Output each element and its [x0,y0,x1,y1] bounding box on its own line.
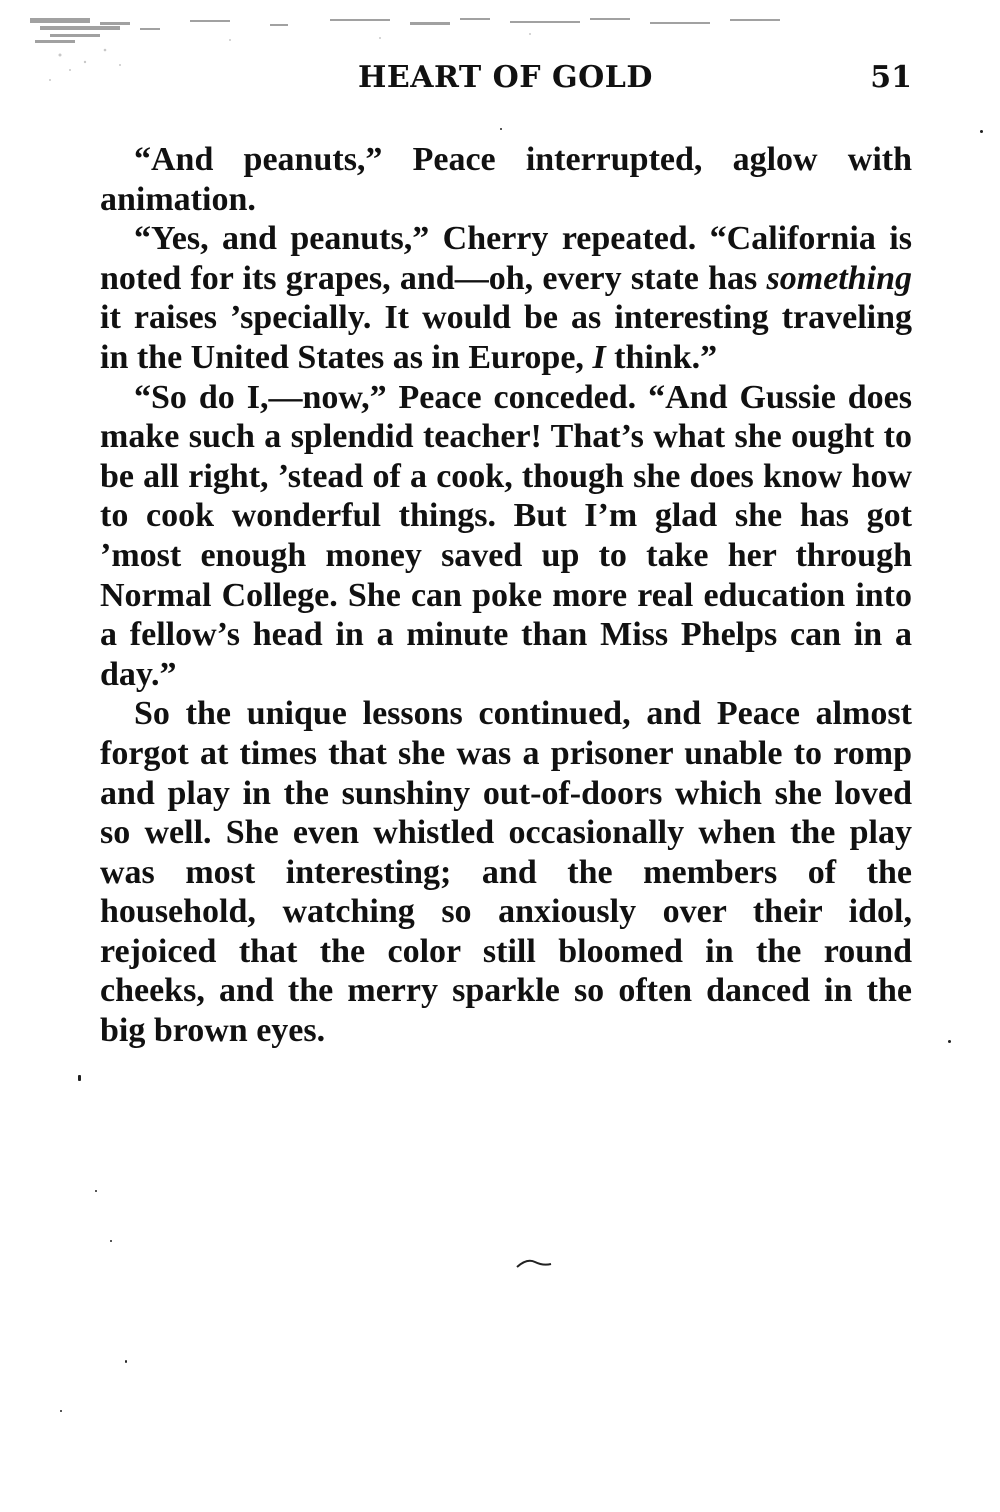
page-end-mark [515,1256,553,1270]
italic-text: something [766,259,912,297]
speck-decoration [78,1075,81,1081]
paragraph [100,694,912,1050]
running-title: HEART OF GOLD [358,60,653,95]
paragraph-text: “So do I,—now,” Peace conceded. “And Gussie does make such a splendid teacher! That’s what she ought to be all right, ’stead of a cook, though she does know how to cook wonderful things. But I’m glad she has got ’most enough money saved up to take her through Normal College. She can poke more real education into a fellow’s head in a minute than Miss Phelps can in a day.” [100,378,912,693]
paragraph [100,378,912,695]
paragraph [100,140,912,219]
speck-decoration [980,130,983,133]
speck-decoration [95,1190,97,1192]
speck-decoration [110,1240,112,1242]
paragraph-text: “Yes, and peanuts,” Cherry repeated. “California is noted for its grapes, and—oh, every state has [100,220,912,297]
speck-decoration [500,128,502,130]
paragraph-text: it raises ’specially. It would be as interesting traveling in the United States as in Europe, [100,299,912,376]
body-text [100,140,912,1051]
speck-decoration [60,1410,62,1412]
speck-decoration [948,1040,951,1043]
paragraph-text: think.” [605,338,718,376]
paragraph-text: So the unique lessons continued, and Peace almost forgot at times that she was a prisoner unable to romp and play in the sunshiny out-of-doors which she loved so well. She even whistled occasionally when the play was most interesting; and the members of the household, watching so anxiously over their idol, rejoiced that the color still bloomed in the round cheeks, and the merry sparkle so often danced in the big brown eyes. [100,695,912,1050]
paragraph-text: “And peanuts,” Peace interrupted, aglow with animation. [100,141,912,218]
italic-text: I [592,338,606,376]
paragraph [100,219,912,377]
speck-decoration [125,1360,127,1363]
page-number: 51 [870,60,912,95]
running-header [100,60,912,100]
